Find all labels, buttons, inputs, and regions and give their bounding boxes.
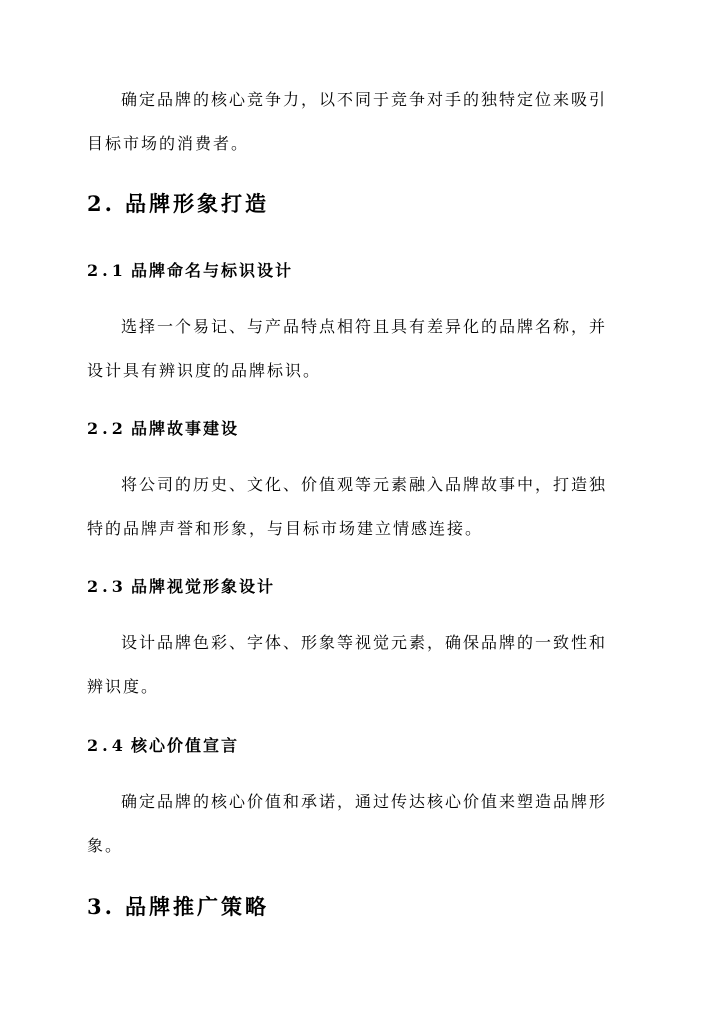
subsection-2-4-paragraph <box>87 780 637 868</box>
heading-number: 2.1 <box>87 261 127 280</box>
heading-title: 品牌故事建设 <box>131 419 240 438</box>
subsection-2-1-heading <box>87 258 637 281</box>
heading-number: 2.2 <box>87 419 127 438</box>
heading-number: 3. <box>87 894 115 919</box>
paragraph-line: 确定品牌的核心竞争力，以不同于竞争对手的独特定位来吸引 <box>121 90 608 109</box>
subsection-2-1-paragraph <box>87 305 637 393</box>
heading-title: 品牌命名与标识设计 <box>131 261 294 280</box>
heading-number: 2.3 <box>87 577 127 596</box>
subsection-2-2-heading <box>87 416 637 439</box>
heading-title: 品牌形象打造 <box>125 191 269 216</box>
paragraph-line: 目标市场的消费者。 <box>87 134 250 153</box>
subsection-2-2-paragraph <box>87 463 637 551</box>
paragraph-line: 特的品牌声誉和形象，与目标市场建立情感连接。 <box>87 519 484 538</box>
paragraph-line: 设计具有辨识度的品牌标识。 <box>87 361 322 380</box>
paragraph-line: 象。 <box>87 836 124 855</box>
subsection-2-3-paragraph <box>87 621 637 709</box>
paragraph-line: 选择一个易记、与产品特点相符且具有差异化的品牌名称，并 <box>121 317 608 336</box>
paragraph-line: 将公司的历史、文化、价值观等元素融入品牌故事中，打造独 <box>121 475 608 494</box>
paragraph-line: 辨识度。 <box>87 677 160 696</box>
heading-title: 品牌推广策略 <box>125 894 269 919</box>
section-2-heading <box>87 188 637 218</box>
subsection-2-4-heading <box>87 733 637 756</box>
paragraph-line: 确定品牌的核心价值和承诺，通过传达核心价值来塑造品牌形 <box>121 792 608 811</box>
section-3-heading <box>87 891 637 921</box>
heading-title: 品牌视觉形象设计 <box>131 577 276 596</box>
heading-title: 核心价值宣言 <box>131 736 240 755</box>
heading-number: 2.4 <box>87 736 127 755</box>
heading-number: 2. <box>87 191 115 216</box>
subsection-2-3-heading <box>87 574 637 597</box>
intro-paragraph <box>87 78 637 166</box>
paragraph-line: 设计品牌色彩、字体、形象等视觉元素，确保品牌的一致性和 <box>121 633 608 652</box>
